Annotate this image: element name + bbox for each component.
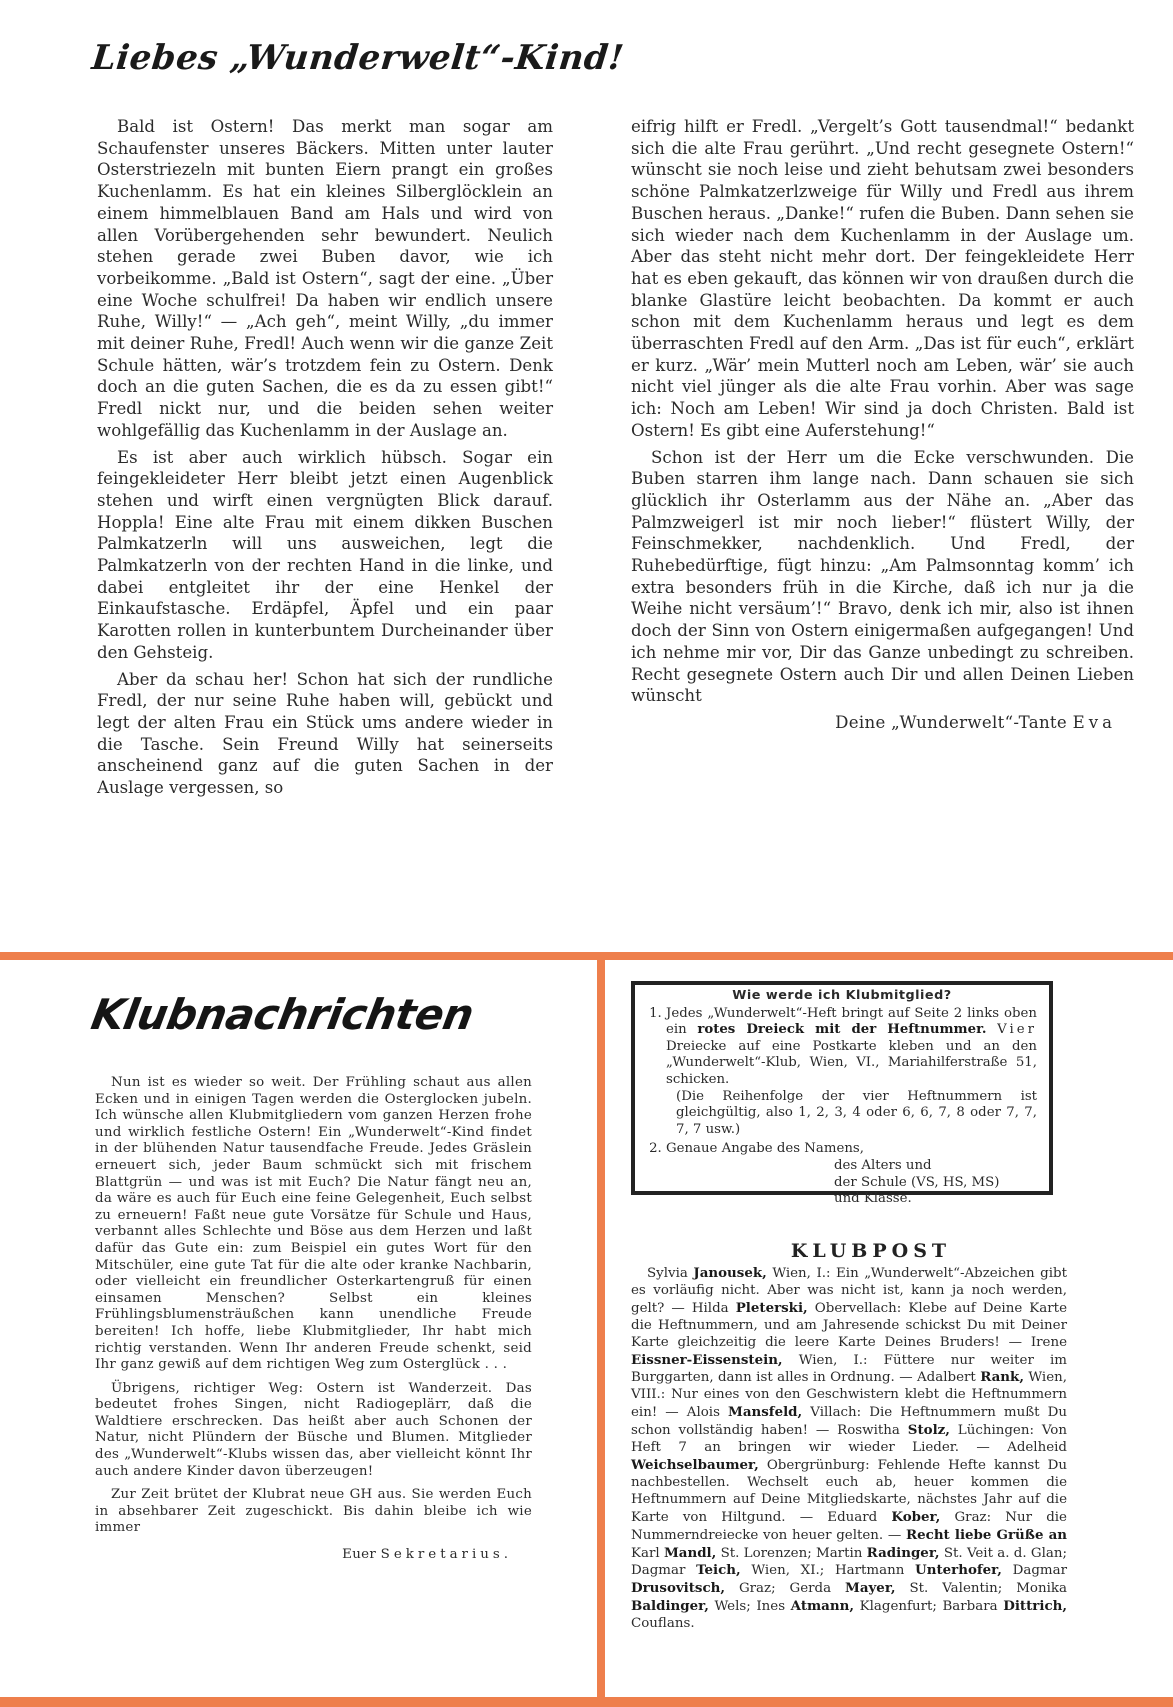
klubpost-text-run: Sylvia [647, 1266, 694, 1281]
letter-paragraph: eifrig hilft er Fredl. „Vergelt’s Gott tausendmal!“ bedankt sich die alte Frau gerührt. „Und recht gesegnete Ostern!“ wünscht sie noch leise und zieht behutsam zwei besonders schöne Palmkatzerlzweige für Willy und Fredl aus ihrem Buschen heraus. „Danke!“ rufen die Buben. Dann sehen sie sich wieder nach dem Kuchenlamm in der Auslage um. Aber das steht nicht mehr dort. Der feingekleidete Herr hat es eben gekauft, das können wir von draußen durch die blanke Glastüre leicht beobachten. Da kommt er auch schon mit dem Kuchenlamm heraus und legt es dem überraschten Fredl auf den Arm. „Das ist für euch“, erklärt er kurz. „Wär’ mein Mutterl noch am Leben, wär’ sie auch nicht viel jünger als die alte Frau vorhin. Aber was sage ich: Noch am Leben! Wir sind ja doch Christen. Bald ist Ostern! Es gibt eine Auferstehung!“ [631, 117, 1134, 440]
klubpost-member-name: Unterhofer, [915, 1562, 1002, 1579]
letter-paragraph: Schon ist der Herr um die Ecke verschwunden. Die Buben starren ihm lange nach. Dann schauen sie sich glücklich ihr Osterlamm aus der Nähe an. „Aber das Palmzweigerl ist mir noch lieber!“ flüstert Willy, der Feinschmekker, nachdenklich. Und Fredl, der Ruhebedürftige, fügt hinzu: „Am Palmsonntag komm’ ich extra besonders früh in die Kirche, daß ich nur ja die Weihe nicht versäum’!“ Bravo, denk ich mir, also ist ihnen doch der Sinn von Ostern einigermaßen aufgegangen! Und ich nehme mir vor, Dir das Ganze unbedingt zu schreiben. Recht gesegnete Ostern auch Dir und allen Deinen Lieben wünscht [631, 447, 1134, 706]
letter-paragraph: Aber da schau her! Schon hat sich der rundliche Fredl, der nur seine Ruhe haben will, gebückt und legt der alten Frau ein Stück ums andere wieder in die Tasche. Sein Freund Willy hat seinerseits anscheinend ganz auf die guten Sachen in der Auslage vergessen, so [97, 669, 553, 798]
letter-paragraph: Es ist aber auch wirklich hübsch. Sogar ein feingekleideter Herr bleibt jetzt einen Augenblick stehen und wirft einen vergnügten Blick darauf. Hoppla! Eine alte Frau mit einem dikken Buschen Palmkatzerln will uns ausweichen, legt die Palmkatzerln von der rechten Hand in die linke, und dabei entgleitet ihr der eine Henkel der Einkaufstasche. Erdäpfel, Äpfel und ein paar Karotten rollen in kunterbuntem Durcheinander über den Gehsteig. [97, 447, 553, 662]
step1-spaced: Vier [997, 1022, 1037, 1038]
klubpost-text-run: Lüchingen: Von Heft 7 an bringen wir wieder Lieder. — Adelheid [631, 1423, 1067, 1456]
membership-step-2 [666, 1141, 1037, 1207]
step2-line: der Schule (VS, HS, MS) [834, 1174, 1000, 1190]
membership-info-box [631, 981, 1053, 1207]
klubpost-text-run: Graz: Nur die Nummerndreiecke von heuer gelten. — [631, 1509, 1067, 1543]
klubpost-text-run: St. Valentin; Monika [895, 1581, 1067, 1597]
klubpost-member-name: Atmann, [790, 1598, 854, 1615]
klub-paragraph: Nun ist es wieder so weit. Der Frühling schaut aus allen Ecken und in einigen Tagen werden die Osterglocken jubeln. Ich wünsche allen Klubmitgliedern vom ganzen Herzen frohe und wirklich festliche Ostern! Ein „Wunderwelt“-Kind findet in der blühenden Natur tausendfache Freude. Jedes Gräslein erneuert sich, jeder Baum schmückt sich mit frischem Blattgrün — und was ist mit Euch? Die Natur fängt neu an, da wäre es auch für Euch eine feine Gelegenheit, Euch selbst zu erneuern! Faßt neue gute Vorsätze für Schule und Haus, verbannt alles Schlechte und Böse aus dem Herzen und laßt dafür das Gute ein: zum Beispiel ein gutes Wort für den Mitschüler, eine gute Tat für die alte oder kranke Nachbarin, oder vielleicht ein freundlicher Osterkartengruß für einen einsamen Menschen? Selbst ein kleines Frühlingsblumensträußchen kann unendliche Freude bereiten! Ich hoffe, liebe Klubmitglieder, Ihr habt mich richtig verstanden. Wenn Ihr anderen Freude schenkt, seid Ihr ganz gewiß auf dem richtigen Weg zum Osterglück . . . [95, 1075, 532, 1373]
letter-paragraph: Bald ist Ostern! Das merkt man sogar am Schaufenster unseres Bäckers. Mitten unter lauter Osterstriezeln mit bunten Eiern prangt ein großes Kuchenlamm. Es hat ein kleines Silberglöcklein an einem himmelblauen Band am Hals und wird von allen Vorübergehenden sehr bewundert. Neulich stehen gerade zwei Buben davor, wie ich vorbeikomme. „Bald ist Ostern“, sagt der eine. „Über eine Woche schulfrei! Da haben wir endlich unsere Ruhe, Willy!“ — „Ach geh“, meint Willy, „du immer mit deiner Ruhe, Fredl! Auch wenn wir die ganze Zeit Schule hätten, wär’s trotzdem fein zu Ostern. Denk doch an die guten Sachen, die es da zu essen gibt!“ Fredl nickt nur, und die beiden sehen weiter wohlgefällig das Kuchenlamm in der Auslage an. [97, 117, 553, 440]
klubnachrichten-column [95, 1075, 532, 1564]
klubpost-member-name: Radinger, [866, 1544, 940, 1561]
klubpost-column [631, 1265, 1067, 1633]
klubpost-member-name: Mayer, [845, 1580, 896, 1597]
klubpost-member-name: Pleterski, [735, 1299, 808, 1316]
signature-name: Eva [1072, 712, 1116, 732]
step1-text: Jedes „Wunderwelt“-Heft bringt auf Seite 2 links oben ein [666, 1005, 1037, 1038]
klubpost-text-run: Couflans. [631, 1616, 695, 1632]
orange-divider-bottom [0, 1697, 1173, 1707]
klubpost-text-run: Wien, I.: Füttere nur weiter im Burggarten, dann ist alles in Ordnung. — Adalbert [631, 1352, 1067, 1386]
letter-column-left [97, 116, 553, 804]
klubpost-member-name: Baldinger, [631, 1598, 709, 1615]
klubpost-title: KLUBPOST [790, 1240, 952, 1262]
klub-paragraph: Zur Zeit brütet der Klubrat neue GH aus. Sie werden Euch in absehbarer Zeit zugeschickt. Bis dahin bleibe ich wie immer [95, 1487, 532, 1536]
orange-divider-vertical [597, 952, 605, 1702]
klubpost-text-run: Dagmar [1001, 1563, 1067, 1579]
klubpost-text-run: Wels; Ines [708, 1599, 791, 1615]
klubpost-text-run: St. Lorenzen; Martin [716, 1545, 867, 1561]
step2-line: des Alters und [834, 1157, 932, 1173]
klubpost-member-name: Mansfeld, [728, 1404, 803, 1421]
klubnachrichten-title: Klubnachrichten [87, 990, 478, 1039]
klubpost-text-run: St. Veit a. d. Glan; Dagmar [631, 1545, 1067, 1579]
klubpost-member-name: Weichselbaumer, [631, 1456, 759, 1473]
klubpost-text-run: Klagenfurt; Barbara [854, 1599, 1004, 1615]
signature-name: Sekretarius. [380, 1547, 512, 1563]
klubpost-member-name: Stolz, [907, 1422, 950, 1439]
klubpost-text-run: Obergrünburg: Fehlende Hefte kannst Du nachbestellen. Wechselt euch ab, heuer kommen die Heftnummern auf Deine Mitgliedskarte, nächstes Jahr auf die Karte von Hiltgund. — Eduard [631, 1457, 1067, 1525]
signature-prefix: Deine „Wunderwelt“-Tante [835, 712, 1068, 732]
klub-signature [95, 1547, 532, 1564]
klubpost-text-run: Wien, I.: Ein „Wunderwelt“-Abzeichen gibt es vorläufig nicht. Aber was nicht ist, kann ja noch werden, gelt? — Hilda [631, 1266, 1067, 1316]
klubpost-member-name: Mandl, [663, 1544, 717, 1561]
orange-divider-top [0, 952, 1173, 960]
step1-note: (Die Reihenfolge der vier Heftnummern ist gleichgültig, also 1, 2, 3, 4 oder 6, 6, 7, 8 oder 7, 7, 7, 7 usw.) [676, 1088, 1037, 1137]
step1-text-b: Dreiecke auf eine Postkarte kleben und an den „Wunderwelt“-Klub, Wien, VI., Mariahilferstraße 51, schicken. [666, 1038, 1037, 1087]
letter-signature [631, 712, 1134, 734]
klubpost-member-name: Kober, [891, 1508, 941, 1525]
klubpost-text-run: Obervellach: Klebe auf Deine Karte die Heftnummern, und am Jahresende schickst Du mit Deiner Karte gleichzeitig die leere Karte Deines Bruders! — Irene [631, 1300, 1067, 1350]
membership-step-1 [666, 1006, 1037, 1139]
step1-bold: rotes Dreieck mit der Heftnummer. [697, 1022, 987, 1038]
klubpost-text-run: Wien, VIII.: Nur eines von den Geschwistern klebt die Heftnummern ein! — Alois [631, 1370, 1067, 1421]
step2-line: und Klasse. [834, 1191, 912, 1207]
klubpost-text-run: Villach: Die Heftnummern mußt Du schon vollständig haben! — Roswitha [631, 1405, 1068, 1439]
signature-prefix: Euer [342, 1547, 377, 1563]
klubpost-member-name: Janousek, [693, 1265, 767, 1281]
klubpost-member-name: Dittrich, [1003, 1598, 1067, 1615]
membership-box-title: Wie werde ich Klubmitglied? [732, 988, 952, 1003]
klubpost-text-run: Wien, XI.; Hartmann [740, 1563, 916, 1579]
klubpost-text-run: Graz; Gerda [725, 1581, 846, 1597]
klubpost-text-run: Karl [631, 1545, 664, 1561]
step2-line: 2. Genaue Angabe des Namens, [666, 1141, 864, 1157]
letter-column-right [631, 116, 1134, 734]
klubpost-text [631, 1265, 1067, 1633]
klubpost-member-name: Rank, [980, 1369, 1024, 1386]
klubpost-member-name: Eissner-Eissenstein, [631, 1351, 783, 1368]
klubpost-member-name: Recht liebe Grüße an [906, 1526, 1068, 1543]
letter-title: Liebes „Wunderwelt“-Kind! [89, 38, 626, 78]
klubpost-member-name: Drusovitsch, [631, 1580, 726, 1597]
klubpost-member-name: Teich, [696, 1562, 741, 1579]
klub-paragraph: Übrigens, richtiger Weg: Ostern ist Wanderzeit. Das bedeutet frohes Singen, nicht Radiogeplärr, daß die Waldtiere erschrecken. Das heißt aber auch Schonen der Natur, nicht Plündern der Büsche und Blumen. Mitglieder des „Wunderwelt“-Klubs wissen das, aber vielleicht könnt Ihr auch andere Kinder davon überzeugen! [95, 1380, 532, 1479]
